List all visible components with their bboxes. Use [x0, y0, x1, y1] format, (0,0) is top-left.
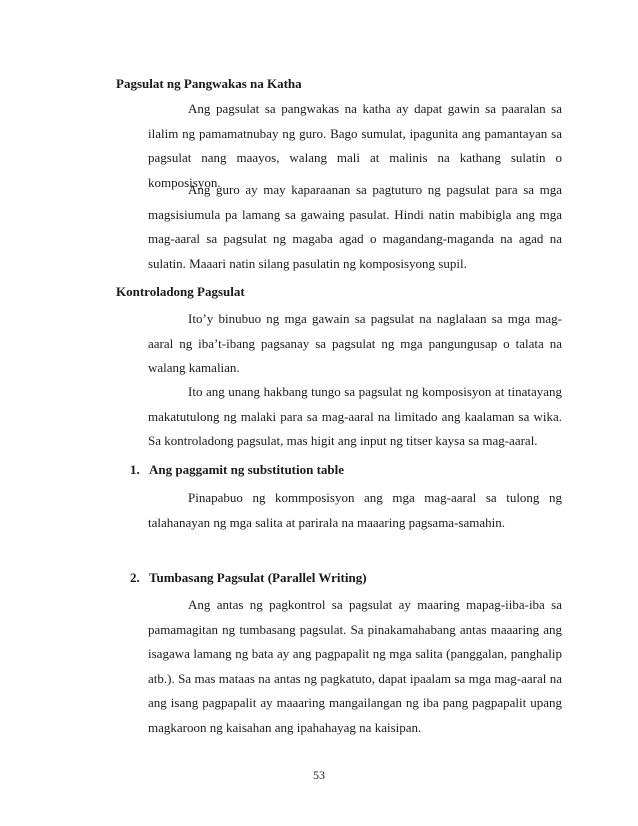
paragraph: Ang guro ay may kaparaanan sa pagtuturo ng pagsulat para sa mga magsisiumula pa lamang sa gawaing pasulat. Hindi natin mabibigla ang mga mag-aaral sa pagsulat ng magaba agad o magandang-maganda na agad na sulatin. Maaari natin silang pasulatin ng komposisyong supil. [148, 182, 562, 271]
paragraph: Ang pagsulat sa pangwakas na katha ay dapat gawin sa paaralan sa ilalim ng pamamatnubay ng guro. Bago sumulat, ipagunita ang pamantayan sa pagsulat nang maayos, walang mali at malinis na kathang sulatin o komposisyon. [148, 101, 562, 190]
list-item-number: 2. [130, 570, 140, 585]
paragraph: Ito’y binubuo ng mga gawain sa pagsulat na naglalaan sa mga mag-aaral ng iba’t-ibang pagsanay sa pagsulat ng mga pangungusap o talata na walang kamalian. [148, 311, 562, 375]
list-item-title: Ang paggamit ng substitution table [149, 462, 345, 477]
list-item [130, 462, 344, 478]
paragraph: Ito ang unang hakbang tungo sa pagsulat ng komposisyon at tinatayang makatutulong ng malaki para sa mag-aaral na limitado ang kaalaman sa wika. Sa kontroladong pagsulat, mas higit ang input ng titser kaysa sa mag-aaral. [148, 384, 562, 448]
list-item-number: 1. [130, 462, 140, 477]
page-number: 53 [313, 768, 325, 782]
list-item [130, 570, 367, 586]
list-item-title: Tumbasang Pagsulat (Parallel Writing) [149, 570, 367, 585]
paragraph: Pinapabuo ng kommposisyon ang mga mag-aaral sa tulong ng talahanayan ng mga salita at parirala na maaaring pagsama-samahin. [148, 490, 562, 530]
section-heading-pangwakas: Pagsulat ng Pangwakas na Katha [116, 76, 302, 91]
section-heading-kontrolado: Kontroladong Pagsulat [116, 284, 245, 299]
paragraph: Ang antas ng pagkontrol sa pagsulat ay maaring mapag-iiba-iba sa pamamagitan ng tumbasang pagsulat. Sa pinakamahabang antas maaaring ang isagawa lamang ng bata ay ang pagpapalit ng mga salita (panggalan, panghalip atb.). Sa mas mataas na antas ng pagkatuto, dapat ipaalam sa mga mag-aaral na ang isang pagpapalit ay maaaring mangailangan ng iba pang pagpapalit upang magkaroon ng kaisahan ang ipahahayag na kaisipan. [148, 597, 562, 735]
